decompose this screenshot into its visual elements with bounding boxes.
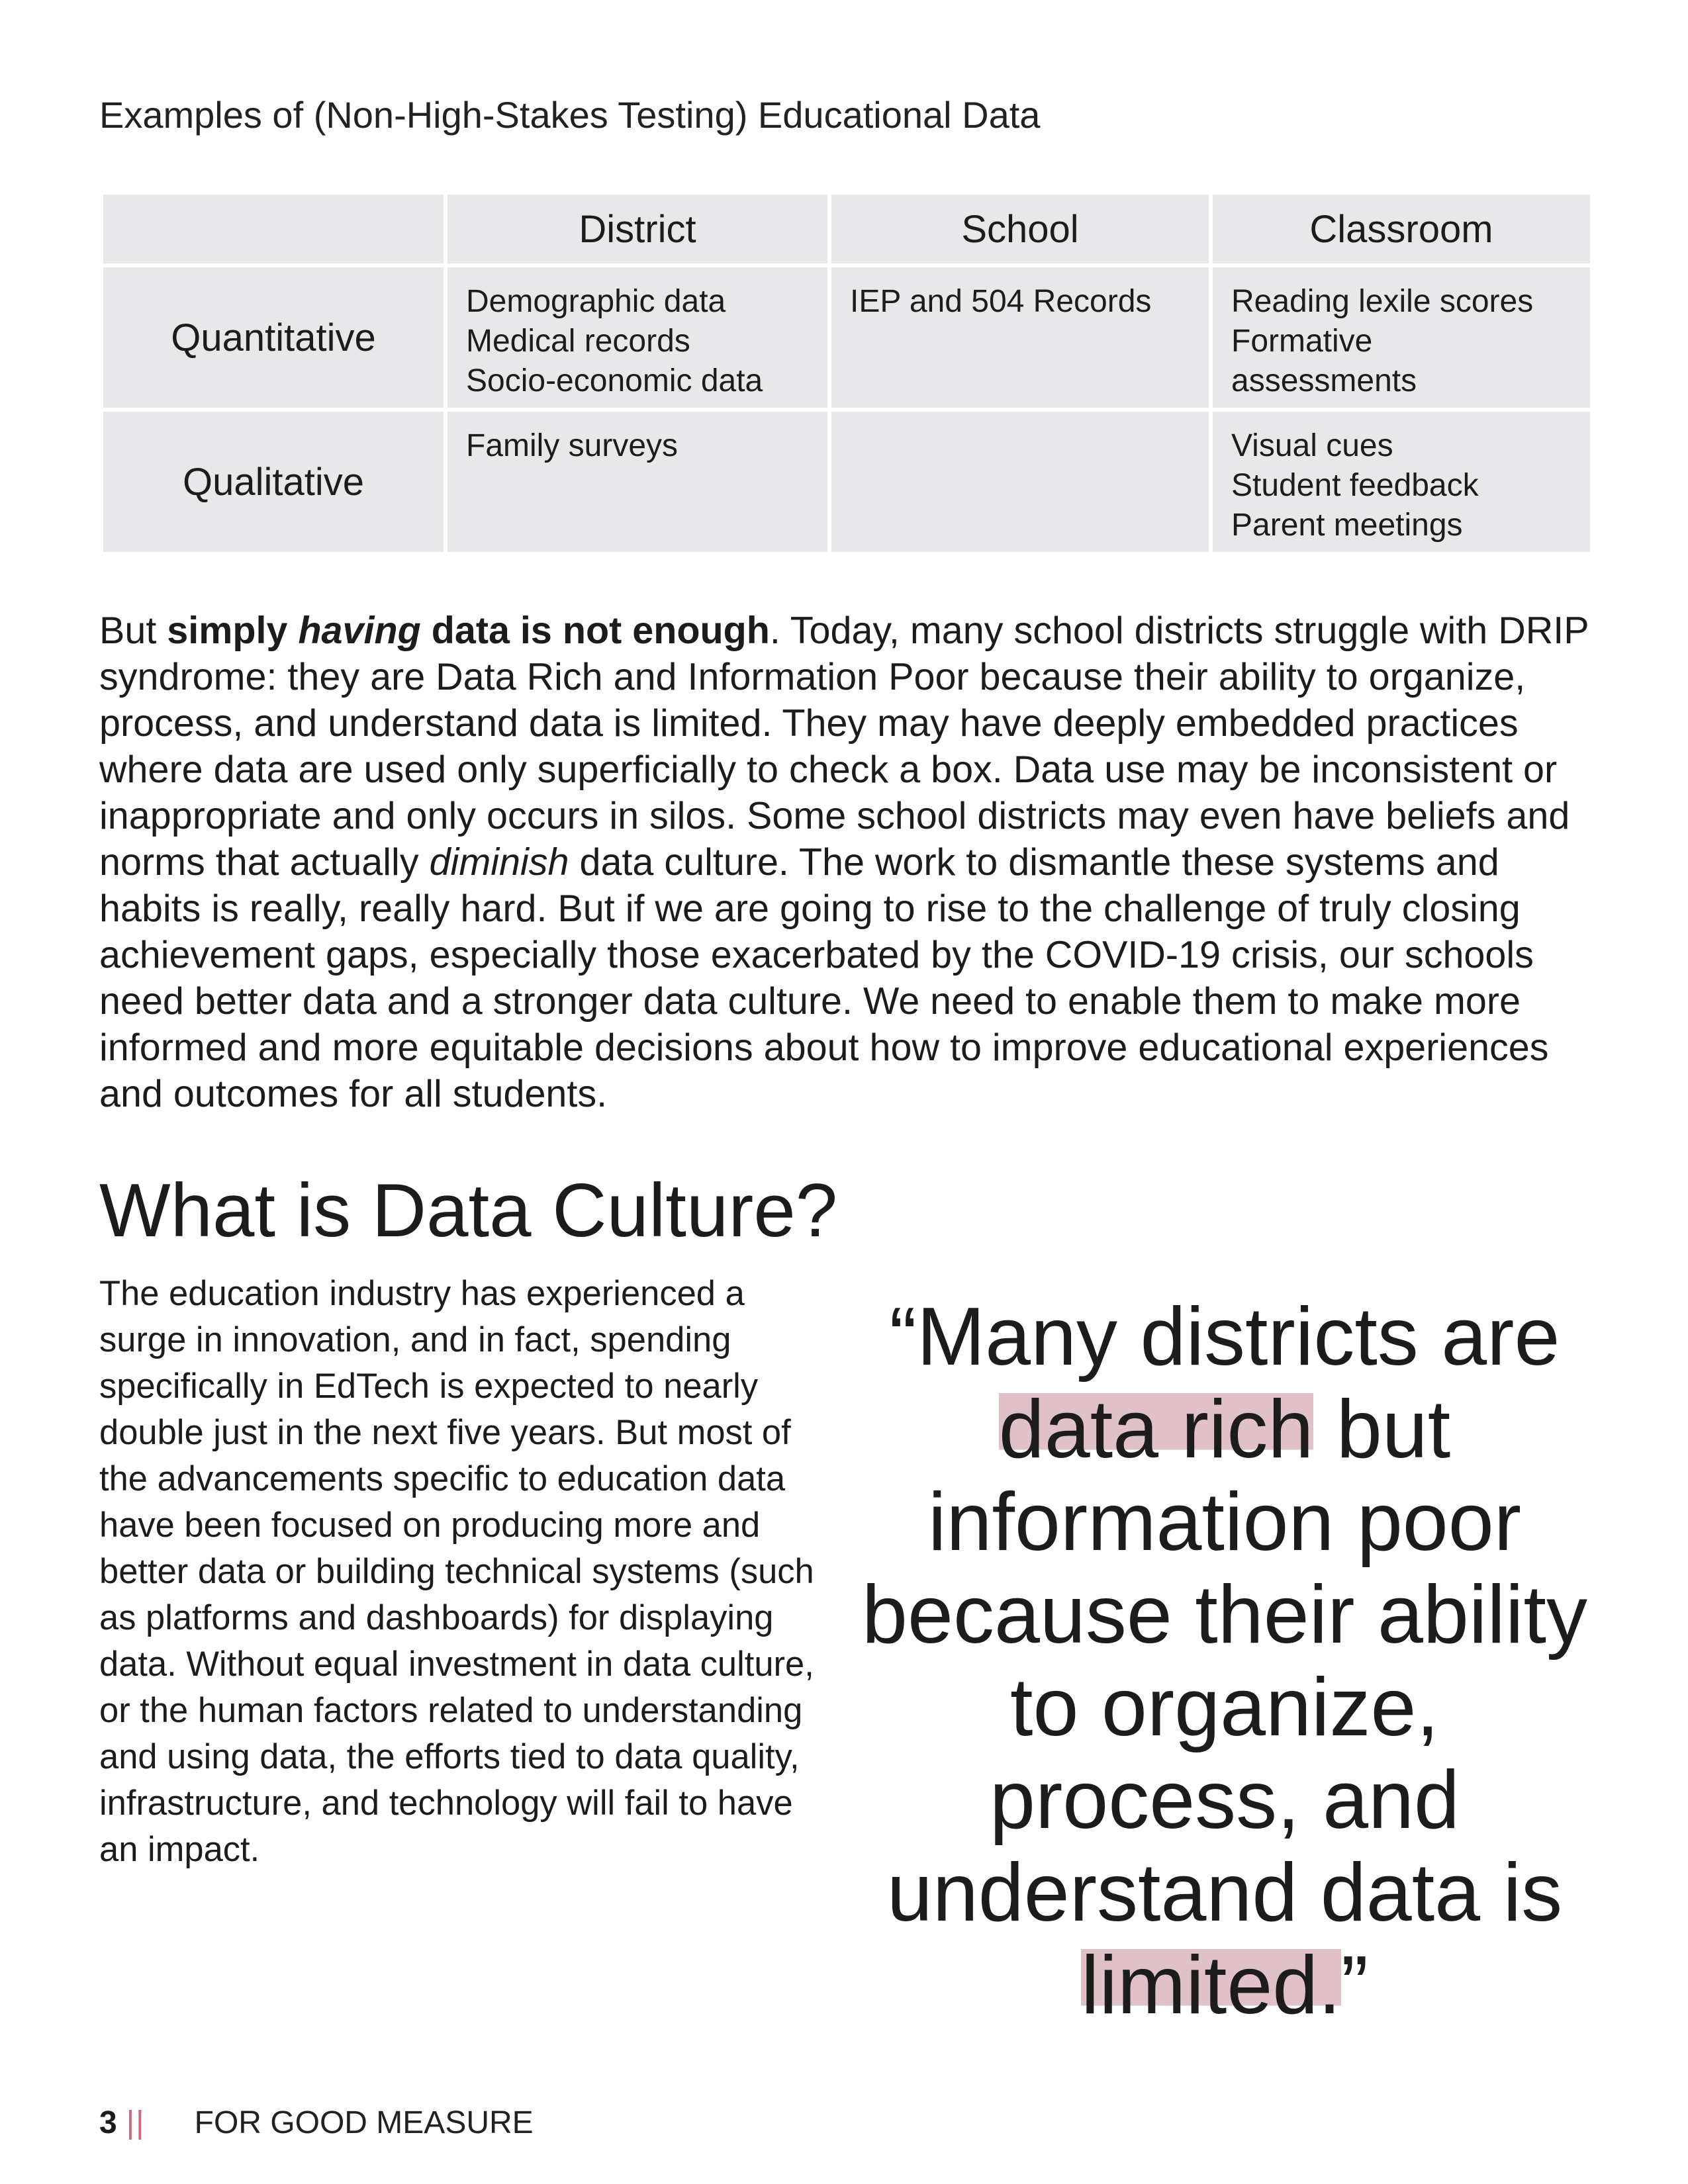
- table-cell: IEP and 504 Records: [829, 265, 1211, 410]
- section-heading: What is Data Culture?: [99, 1169, 838, 1253]
- publication-name: FOR GOOD MEASURE: [194, 2105, 534, 2140]
- paragraph-bold-italic-text: having: [298, 610, 421, 652]
- table-header-row: [101, 193, 1592, 265]
- footer-separator: ||: [126, 2105, 146, 2140]
- table-cell: [829, 410, 1211, 554]
- section-body: The education industry has experienced a surge in innovation, and in fact, spending specifically in EdTech is expected to nearly double just in the next five years. But most of the advancements specific to education data have been focused on producing more and better data or building technical systems (such as platforms and dashboards) for displaying data. Without equal investment in data culture, or the human factors related to understanding and using data, the efforts tied to data quality, infrastructure, and technology will fail to have an impact.: [99, 1274, 814, 1869]
- column-header-classroom: Classroom: [1211, 193, 1592, 265]
- table-row-quantitative: [101, 265, 1592, 410]
- row-header-quantitative: Quantitative: [101, 265, 445, 410]
- table-cell: Family surveys: [445, 410, 829, 554]
- page-footer: [99, 2103, 534, 2143]
- paragraph-italic-text: diminish: [429, 841, 569, 884]
- page-number: 3: [99, 2105, 117, 2140]
- paragraph-bold-text: simply having data is not enough: [167, 610, 770, 652]
- quote-highlight: data rich: [998, 1384, 1314, 1475]
- quote-highlight: limited.: [1080, 1940, 1341, 2031]
- paragraph-text: . Today, many school districts struggle with DRIP syndrome: they are Data Rich and Information Poor because their ability to organize, process, and understand data is limited. They may have deeply embedded practices where data are used only superficially to check a box. Data use may be inconsistent or inappropriate and only occurs in silos. Some school districts may even have beliefs and norms that actually: [99, 610, 1589, 884]
- row-header-qualitative: Qualitative: [101, 410, 445, 554]
- paragraph-text: But: [99, 610, 167, 652]
- table-row-qualitative: [101, 410, 1592, 554]
- table-cell: Visual cues Student feedback Parent meetings: [1211, 410, 1592, 554]
- table-caption: Examples of (Non-High-Stakes Testing) Educational Data: [99, 94, 1041, 136]
- table-cell: Reading lexile scores Formative assessments: [1211, 265, 1592, 410]
- column-header-district: District: [445, 193, 829, 265]
- educational-data-table: [99, 191, 1594, 556]
- pull-quote: “Many districts are data rich but information poor because their ability to organize, process, and understand data is limited.”: [862, 1291, 1587, 2031]
- drip-paragraph: [99, 608, 1602, 1117]
- table-corner-cell: [101, 193, 445, 265]
- paragraph-text: data culture. The work to dismantle these systems and habits is really, really hard. But if we are going to rise to the challenge of truly closing achievement gaps, especially those exacerbated by the COVID-19 crisis, our schools need better data and a stronger data culture. We need to enable them to make more informed and more equitable decisions about how to improve educational experiences and outcomes for all students.: [99, 841, 1549, 1115]
- table-cell: Demographic data Medical records Socio-economic data: [445, 265, 829, 410]
- column-header-school: School: [829, 193, 1211, 265]
